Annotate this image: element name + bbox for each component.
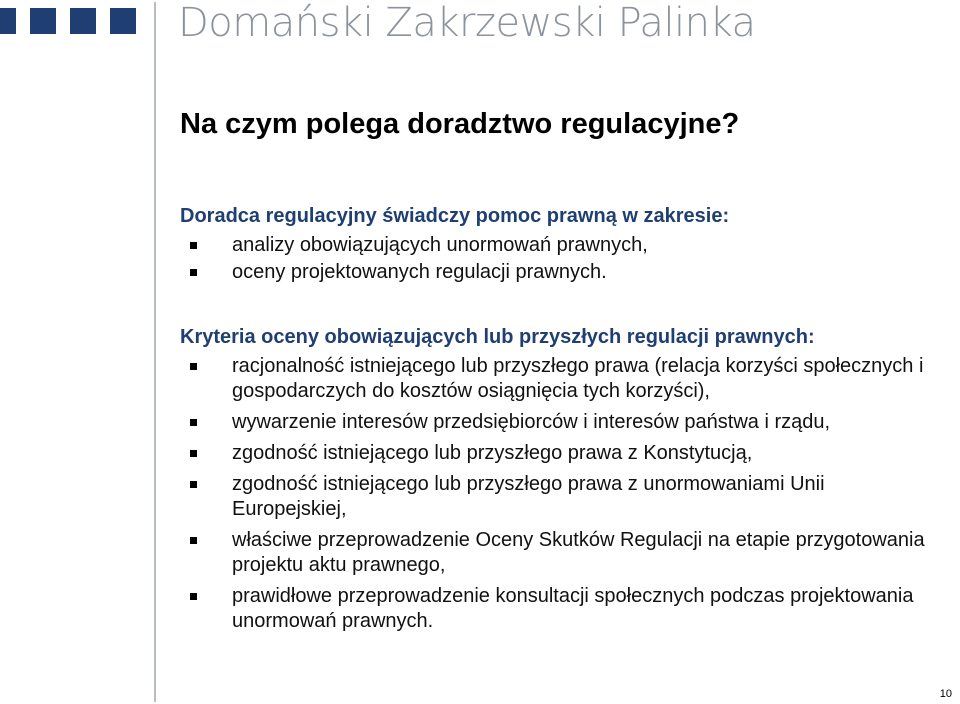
- square-bullet-icon: [190, 481, 197, 488]
- brand-name: Domański Zakrzewski Palinka: [178, 0, 756, 46]
- logo-squares: [0, 8, 136, 34]
- logo-square: [0, 8, 16, 34]
- list-item-text: właściwe przeprowadzenie Oceny Skutków Regulacji na etapie przygotowania projektu aktu prawnego,: [232, 529, 925, 576]
- list-item: [180, 410, 940, 435]
- square-bullet-icon: [190, 593, 197, 600]
- list-item: [180, 528, 940, 578]
- list-item: [180, 354, 940, 404]
- vertical-divider: [154, 2, 156, 702]
- list-item: [180, 584, 940, 634]
- list-item: [180, 260, 940, 285]
- square-bullet-icon: [190, 242, 197, 249]
- list-item-text: prawidłowe przeprowadzenie konsultacji społecznych podczas projektowania unormowań prawnych.: [232, 585, 914, 632]
- list-item: [180, 441, 940, 466]
- list-item-text: analizy obowiązujących unormowań prawnych,: [232, 234, 648, 256]
- section-heading: Doradca regulacyjny świadczy pomoc prawną w zakresie:: [180, 205, 730, 227]
- logo-square: [110, 8, 136, 34]
- list-item-text: oceny projektowanych regulacji prawnych.: [232, 261, 607, 283]
- slide-title: Na czym polega doradztwo regulacyjne?: [180, 108, 740, 140]
- list-item: [180, 472, 940, 522]
- logo-square: [30, 8, 56, 34]
- list-item-text: racjonalność istniejącego lub przyszłego prawa (relacja korzyści społecznych i gospodarczych do kosztów osiągnięcia tych korzyści),: [232, 355, 924, 402]
- section-scope: [180, 203, 940, 287]
- square-bullet-icon: [190, 419, 197, 426]
- square-bullet-icon: [190, 537, 197, 544]
- logo-square: [70, 8, 96, 34]
- square-bullet-icon: [190, 363, 197, 370]
- list-item-text: zgodność istniejącego lub przyszłego prawa z unormowaniami Unii Europejskiej,: [232, 473, 825, 520]
- list-item-text: zgodność istniejącego lub przyszłego prawa z Konstytucją,: [232, 442, 753, 464]
- section-heading: Kryteria oceny obowiązujących lub przyszłych regulacji prawnych:: [180, 326, 815, 348]
- page-number: 10: [939, 688, 952, 700]
- bullet-list: [180, 354, 940, 634]
- bullet-list: [180, 233, 940, 285]
- square-bullet-icon: [190, 269, 197, 276]
- square-bullet-icon: [190, 450, 197, 457]
- list-item-text: wywarzenie interesów przedsiębiorców i interesów państwa i rządu,: [232, 411, 831, 433]
- list-item: [180, 233, 940, 258]
- section-criteria: [180, 324, 940, 640]
